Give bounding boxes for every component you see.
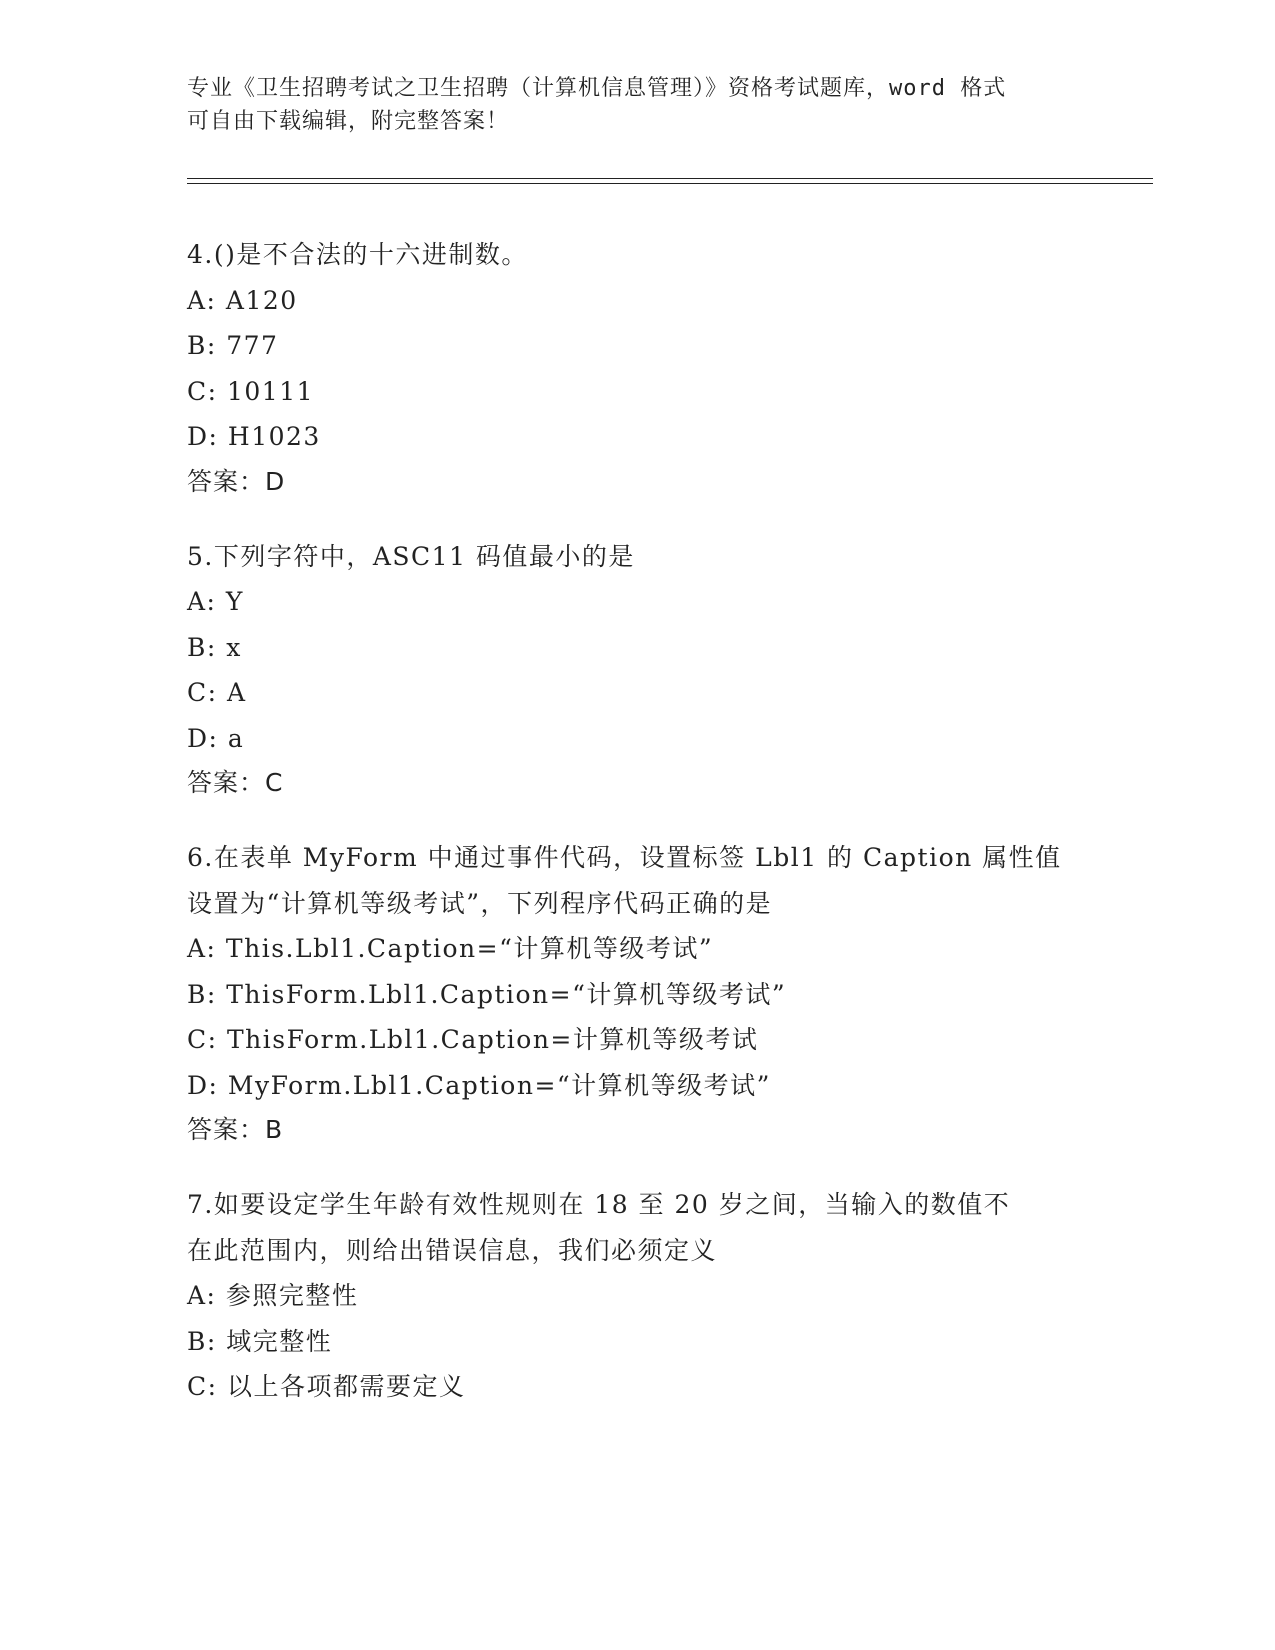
question-stem: 4.()是不合法的十六进制数。 — [187, 240, 528, 269]
option-b: B: 777 — [187, 331, 279, 360]
option-a: A: A120 — [187, 285, 298, 315]
question-stem: 设置为“计算机等级考试”，下列程序代码正确的是 — [187, 888, 773, 918]
option-a: A: This.Lbl1.Caption=“计算机等级考试” — [187, 934, 714, 963]
option-c: C: 10111 — [187, 376, 315, 406]
document-header — [187, 72, 1067, 138]
question-stem: 7.如要设定学生年龄有效性规则在 18 至 20 岁之间，当输入的数值不 — [187, 1190, 1011, 1219]
question-4 — [187, 232, 1087, 504]
option-b: B: 域完整性 — [187, 1326, 333, 1356]
header-divider-top — [187, 178, 1153, 179]
option-d: D: a — [187, 723, 245, 753]
question-7 — [187, 1182, 1087, 1410]
header-line: 专业《卫生招聘考试之卫生招聘（计算机信息管理）》资格考试题库，word 格式 — [187, 76, 1007, 101]
option-a: A: Y — [187, 587, 244, 616]
question-6 — [187, 835, 1087, 1152]
option-a: A: 参照完整性 — [187, 1281, 359, 1310]
answer: 答案：C — [187, 768, 284, 797]
answer: 答案：B — [187, 1115, 284, 1144]
question-stem: 5.下列字符中，ASC11 码值最小的是 — [187, 541, 635, 571]
question-stem: 6.在表单 MyForm 中通过事件代码，设置标签 Lbl1 的 Caption 属性值 — [187, 843, 1062, 872]
option-b: B: ThisForm.Lbl1.Caption=“计算机等级考试” — [187, 979, 787, 1009]
question-5 — [187, 534, 1087, 806]
question-stem: 在此范围内，则给出错误信息，我们必须定义 — [187, 1235, 718, 1265]
option-c: C: 以上各项都需要定义 — [187, 1372, 466, 1401]
option-d: D: H1023 — [187, 422, 321, 451]
question-list — [187, 232, 1087, 1440]
option-c: C: A — [187, 678, 247, 707]
option-c: C: ThisForm.Lbl1.Caption=计算机等级考试 — [187, 1025, 759, 1054]
option-d: D: MyForm.Lbl1.Caption=“计算机等级考试” — [187, 1070, 771, 1100]
header-line: 可自由下载编辑，附完整答案！ — [187, 109, 510, 134]
header-divider-bottom — [187, 183, 1153, 184]
option-b: B: x — [187, 632, 242, 662]
answer: 答案：D — [187, 466, 286, 496]
